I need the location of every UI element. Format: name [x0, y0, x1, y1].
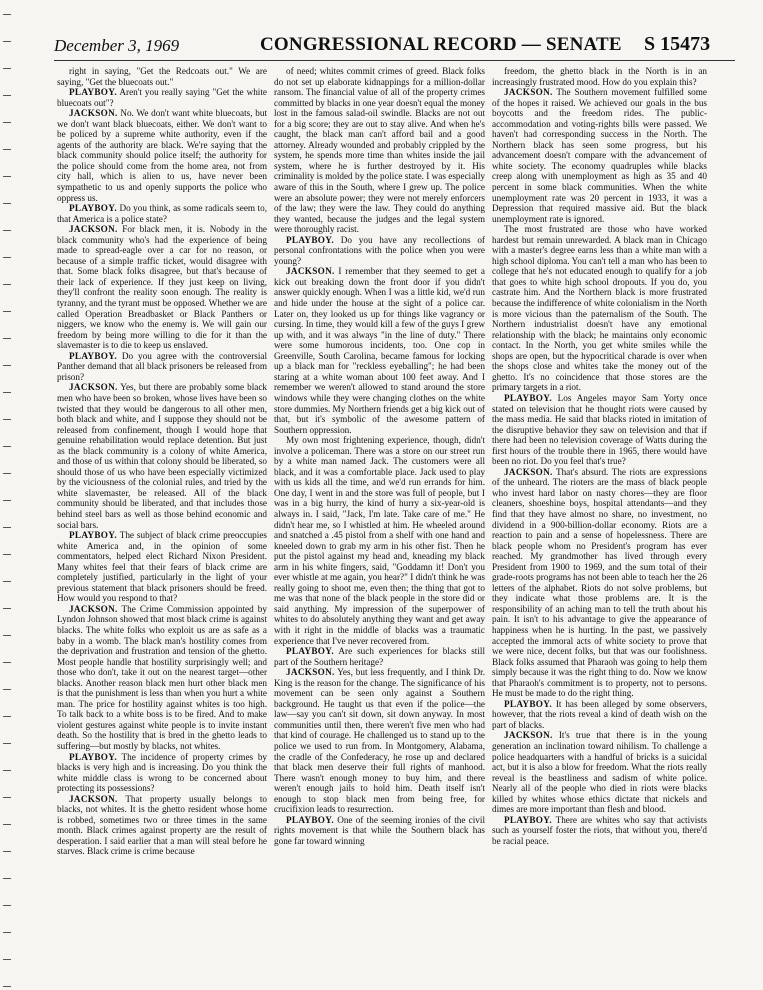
paragraph-text: Yes, but there are probably some black men who have been so broken, whose lives have been so twisted that they would be dangerous to all other men, both black and white, and I suppose they should not be released from confinement, though I would hope that genuine rehabilitation would replace detention. But just as the black community is a colony of white America, and those of us within that colony should be liberated, so should those of us who have been especially victimized by the viciousness of the colonial rules, and tried by the white slavemaster, be released. All of the black community should be liberated, and that includes those behind steel bars as well as those behind economic and social bars.: [57, 382, 267, 530]
speaker-label: PLAYBOY.: [286, 814, 334, 825]
issue-date: December 3, 1969: [54, 36, 180, 55]
speaker-label: JACKSON.: [504, 466, 553, 477]
paragraph-text: The Crime Commission appointed by Lyndon Johnson showed that most black crime is against blacks. The white folks who exploit us are as safe as a baby in a womb. The black man's hostility comes from the deprivation and frustration and tension of the ghetto. Most people handle that hostility surprisingly well; and those who don't, take it out on the nearest target—other blacks. Another reason black men hurt other black men is that the punishment is less than when you hurt a white man. The price for hostility against whites is too high. To talk back to a white boss is to be fired. And to make violent gestures against white people is to invite instant death. So the hostility that is bred in the ghetto leads to suffering—but mostly by blacks, not whites.: [57, 603, 267, 751]
binding-tick: [3, 959, 11, 960]
binding-tick: [3, 527, 11, 528]
paragraph: [492, 467, 707, 699]
binding-tick: [3, 176, 11, 177]
binding-tick: [3, 905, 11, 906]
page-binding-edge: [0, 0, 16, 990]
binding-tick: [3, 878, 11, 879]
paragraph: [57, 382, 267, 530]
speaker-label: JACKSON.: [69, 382, 118, 393]
paragraph: [492, 815, 707, 847]
binding-tick: [3, 689, 11, 690]
speaker-label: JACKSON.: [69, 603, 118, 614]
paragraph-text: Do you think, as some radicals seem to, that America is a police state?: [57, 203, 267, 224]
binding-tick: [3, 554, 11, 555]
binding-tick: [3, 716, 11, 717]
binding-tick: [3, 311, 11, 312]
paragraph-text: Aren't you really saying "Get the white bluecoats out"?: [57, 87, 267, 108]
binding-tick: [3, 581, 11, 582]
speaker-label: PLAYBOY.: [504, 814, 552, 825]
paragraph-text: Do you agree with the controversial Panther demand that all black prisoners be released from prison?: [57, 350, 268, 382]
speaker-label: PLAYBOY.: [504, 392, 552, 403]
binding-tick: [3, 500, 11, 501]
paragraph-text: Do you have any recollections of personal confrontations with the police when you were young?: [274, 234, 485, 266]
paragraph: [274, 435, 485, 646]
binding-tick: [3, 284, 11, 285]
paragraph: [492, 224, 707, 393]
paragraph-text: I remember that they seemed to get a kick out breaking down the front door if you didn't answer quickly enough. When I was a little kid, we'd run and hide under the house at the sight of a police car. Later on, they looked us up for things like vagrancy or cursing. In time, they would kill a few of the guys I grew up with, and it was always "in the line of duty." There were some humorous incidents, too. One cop in Greenville, South Carolina, became famous for locking up a black man for "reckless eyeballing"; he had been staring at a white woman about 100 feet away. And I remember we weren't allowed to stand around the store windows while they were changing clothes on the white store dummies. My Northern friends get a big kick out of that, but it's symbolic of the awesome pattern of Southern oppression.: [274, 266, 485, 435]
paragraph: [57, 224, 267, 351]
paragraph: [57, 66, 267, 87]
paragraph-text: Yes, but less frequently, and I think Dr. King is the reason for the change. The significance of his movement can be seen only against a Southern background. He taught us that even if the police—the law—say you can't sit down, sit down anyway. In most communities until then, there weren't five men who had that kind of courage. He challenged us to stand up to the police we used to run from. In Montgomery, Alabama, the cradle of the Confederacy, he rose up and declared that black men deserve their full rights of manhood. There wasn't enough money to buy him, and there weren't enough jails to hold him. Death itself isn't enough to stop black men from being free, for crucifixion leads to resurrection.: [274, 667, 485, 815]
paragraph: [492, 699, 707, 731]
paragraph: [57, 87, 267, 108]
binding-tick: [3, 932, 11, 933]
speaker-label: JACKSON.: [504, 87, 553, 98]
paragraph-text: right in saying, "Get the Redcoats out." We are saying, "Get the bluecoats out.": [57, 66, 267, 87]
paragraph: [57, 108, 267, 203]
paragraph-text: The incidence of property crimes by blacks is very high and is increasing. Do you think the white middle class is wrong to be concerned about protecting its possessions?: [57, 751, 268, 794]
speaker-label: PLAYBOY.: [504, 698, 552, 709]
binding-tick: [3, 986, 11, 987]
binding-tick: [3, 824, 11, 825]
paragraph: [57, 351, 267, 383]
binding-tick: [3, 203, 11, 204]
text-column-1: [57, 66, 267, 857]
paragraph-text: There are whites who say that activists such as yourself foster the riots, that without you, there'd be racial peace.: [492, 814, 707, 846]
binding-tick: [3, 122, 11, 123]
paragraph-text: Are such experiences for blacks still part of the Southern heritage?: [274, 646, 485, 667]
header-rule: [54, 60, 735, 61]
speaker-label: PLAYBOY.: [69, 350, 117, 361]
binding-tick: [3, 743, 11, 744]
publication-title: CONGRESSIONAL RECORD — SENATE: [260, 34, 622, 55]
speaker-label: JACKSON.: [69, 793, 118, 804]
binding-tick: [3, 149, 11, 150]
paragraph-text: For black men, it is. Nobody in the black community who's had the experience of being made to spread-eagle over a car for no reason, or because of a simple traffic ticket, would disagree with that. Some black folks disagree, but that's because of their lack of experience. If they just keep on living, they'll confront the reality soon enough. The reality is tyranny, and the tyrant must be opposed. Whether we are called Operation Breadbasket or Black Panthers or niggers, we know who the enemy is. We will gain our freedom by being more willing to die for it than the slavemaster is to die to keep us enslaved.: [57, 224, 267, 351]
speaker-label: PLAYBOY.: [286, 234, 334, 245]
paragraph: [57, 752, 267, 794]
paragraph-text: That property usually belongs to blacks, not whites. It is the ghetto resident whose home is robbed, sometimes two or three times in the same month. Black crimes against property are the result of desperation. I said earlier that a man will steal before he starves. Black crime is crime because: [57, 793, 267, 857]
speaker-label: PLAYBOY.: [286, 646, 334, 657]
binding-tick: [3, 68, 11, 69]
binding-tick: [3, 446, 11, 447]
binding-tick: [3, 851, 11, 852]
paragraph-text: The subject of black crime preoccupies white America and, in the opinion of some commentators, helped elect Richard Nixon President. Many whites feel that their fears of black crime are completely justified, particularly in the light of your previous statement that black prisoners should be freed. How would you respond to that?: [57, 530, 267, 604]
paragraph-text: One of the seeming ironies of the civil rights movement is that while the Southern black has gone far toward winning: [274, 814, 486, 846]
paragraph-text: It's true that there is in the young generation an inclination toward nihilism. To challenge a police headquarters with a handful of bricks is a suicidal act, but it is also a blow for freedom. What the riots really reveal is the beastliness and sadism of white police. Nearly all of the people who died in riots were blacks killed by whites whose ethics dictate that nickels and dimes are more important than flesh and blood.: [492, 730, 708, 815]
paragraph: [492, 87, 707, 224]
paragraph: [57, 604, 267, 752]
binding-tick: [3, 365, 11, 366]
paragraph: [57, 530, 267, 604]
speaker-label: PLAYBOY.: [69, 530, 117, 541]
binding-tick: [3, 473, 11, 474]
binding-tick: [3, 419, 11, 420]
text-column-3: [492, 66, 707, 846]
paragraph: [57, 203, 267, 224]
paragraph-text: Los Angeles mayor Sam Yorty once stated on television that he thought riots were caused by the mass media. He said that blacks rioted in imitation of the disruptive behavior they saw on television and that if there had been no television coverage of Watts during the first hours of the trouble there in 1965, there would have been no riot. Do you feel that's true?: [492, 392, 708, 467]
binding-tick: [3, 338, 11, 339]
speaker-label: JACKSON.: [69, 224, 118, 235]
paragraph: [492, 393, 707, 467]
speaker-label: JACKSON.: [286, 266, 335, 277]
binding-tick: [3, 95, 11, 96]
binding-tick: [3, 608, 11, 609]
paragraph-text: freedom, the ghetto black in the North is in an increasingly frustrated mood. How do you explain this?: [492, 66, 707, 87]
speaker-label: PLAYBOY.: [69, 203, 117, 214]
paragraph-text: No. We don't want white bluecoats, but we don't want black bluecoats, either. We don't want to be policed by a supreme white authority, even if the agents of the authority are black. We're saying that the black community should police itself; the authority for the police should come from the home area, not from city hall, which is alien to us, have never been sympathetic to us and openly supports the police who oppress us.: [57, 108, 267, 203]
speaker-label: JACKSON.: [69, 108, 118, 119]
speaker-label: PLAYBOY.: [69, 87, 117, 98]
paragraph-text: It has been alleged by some observers, however, that the riots reveal a kind of death wish on the part of blacks.: [492, 698, 707, 730]
binding-tick: [3, 797, 11, 798]
paragraph: [274, 646, 485, 667]
paragraph-text: My own most frightening experience, though, didn't involve a policeman. There was a store on our street run by a white man named Jack. The customers were all black, and it was a comfortable place. Jack used to play with us kids all the time, and we'd run errands for him. One day, I went in and the store was full of people, but I was in a big hurry, the kind of hurry a six-year-old is always in. I said, "Jack, I'm late. Take care of me." He didn't hear me, so I whistled at him. He wheeled around and snatched a .45 pistol from a shelf with one hand and kneeled down to grab my arm in his other fist. Then he put the pistol against my head and, kneading my black arm in his white fingers, said, "Goddamn it! Don't you ever whistle at me again, you hear?" I didn't think he was really going to shoot me, even then; the thing that got to me was that none of the black people in the store did or said anything. My impression of the superpower of whites to do absolutely anything they want and get away with it right in the middle of blacks was a traumatic experience that I've never recovered from.: [274, 435, 485, 646]
page-header: [34, 12, 734, 55]
text-column-2: [274, 66, 485, 846]
binding-tick: [3, 230, 11, 231]
binding-tick: [3, 662, 11, 663]
paragraph-text: of need; whites commit crimes of greed. Black folks do not set up elaborate kidnappings for a million-dollar ransom. The financial value of all of the property crimes committed by blacks in one year doesn't equal the money lost in the famous salad-oil swindle. Blacks are not out for a big score; they are out to stay alive. And when he's caught, the black man can't afford bail and a good attorney. Already wounded and probably crippled by the system, he spends more time than whites inside the jail system, where he is further destroyed by it. His criminality is molded by the police state. I was especially aware of this in the South, where I grew up. The police were an absolute power; they were not merely enforcers of the law; they were the law. They could do anything they wanted, because the judges and the legal system were thoroughly racist.: [274, 66, 485, 235]
binding-tick: [3, 392, 11, 393]
paragraph: [274, 235, 485, 267]
binding-tick: [3, 635, 11, 636]
speaker-label: PLAYBOY.: [69, 751, 117, 762]
paragraph: [492, 66, 707, 87]
binding-tick: [3, 14, 11, 15]
speaker-label: JACKSON.: [286, 667, 335, 678]
paragraph-text: That's absurd. The riots are expressions of the unheard. The rioters are the mass of black people who invest hard labor on nasty chores—they are floor cleaners, shoeshine boys, hospital attendants—and they find that they have almost no share, no investment, no dividend in a 900-billion-dollar economy. Riots are a reaction to pain and a sense of hopelessness. There are black people whom no President's program has ever reached. My grandmother has lived through every President from 1900 to 1969, and the sum total of their grade-roots programs has not been able to teach her the 26 letters of the alphabet. Riots do not solve problems, but they indicate what those problems are. It is the responsibility of an aching man to tell the truth about his pain. It isn't to his advantage to give the appearance of happiness when he is hurting. In the past, we passively accepted the immoral acts of white society to prove that we were nice, decent folks, but that was our foolishness. Black folks assumed that Pharaoh was going to help them simply because it was the right thing to do. Now we know that Pharaoh's commitment is to property, not to persons. He must be made to do the right thing.: [492, 466, 707, 699]
binding-tick: [3, 770, 11, 771]
page-number: S 15473: [644, 33, 711, 55]
paragraph: [57, 794, 267, 857]
speaker-label: JACKSON.: [504, 730, 553, 741]
binding-tick: [3, 257, 11, 258]
paragraph: [274, 667, 485, 815]
paragraph: [492, 730, 707, 814]
paragraph-text: The most frustrated are those who have worked hardest but remain unrewarded. A black man in Chicago with a master's degree earns less than a white man with a high school diploma. You can't tell a man who has been to college that he's not educated enough to qualify for a job that goes to white high school dropouts. If you do, you castrate him. And the Northern black is more frustrated because the indifference of white colonialism in the North is more vicious than the paternalism of the South. The Northern industrialist doesn't have any emotional relationship with the black; he maintains only economic contact. In the North, you get white smiles while the shops are open, but the hypocritical charade is over when the shops close and whites take the money out of the ghetto. It's no coincidence that those stores are the primary targets in a riot.: [492, 224, 707, 393]
paragraph: [274, 266, 485, 435]
paragraph: [274, 815, 485, 847]
binding-tick: [3, 41, 11, 42]
paragraph-text: The Southern movement fulfilled some of the hopes it raised. We achieved our goals in the bus boycotts and the freedom rides. The public-accommodation and voting-rights bills were passed. We haven't had corresponding success in the North. The Northern black has seen some progress, but his advancement doesn't compare with the advancement of white society. The economy quadruples while blacks creep along with unemployment as high as 35 and 40 percent in some black communities. When the white unemployment rate was 20 percent in 1933, it was a Depression that required massive aid. But the black unemployment rate is ignored.: [492, 87, 707, 224]
paragraph: [274, 66, 485, 235]
